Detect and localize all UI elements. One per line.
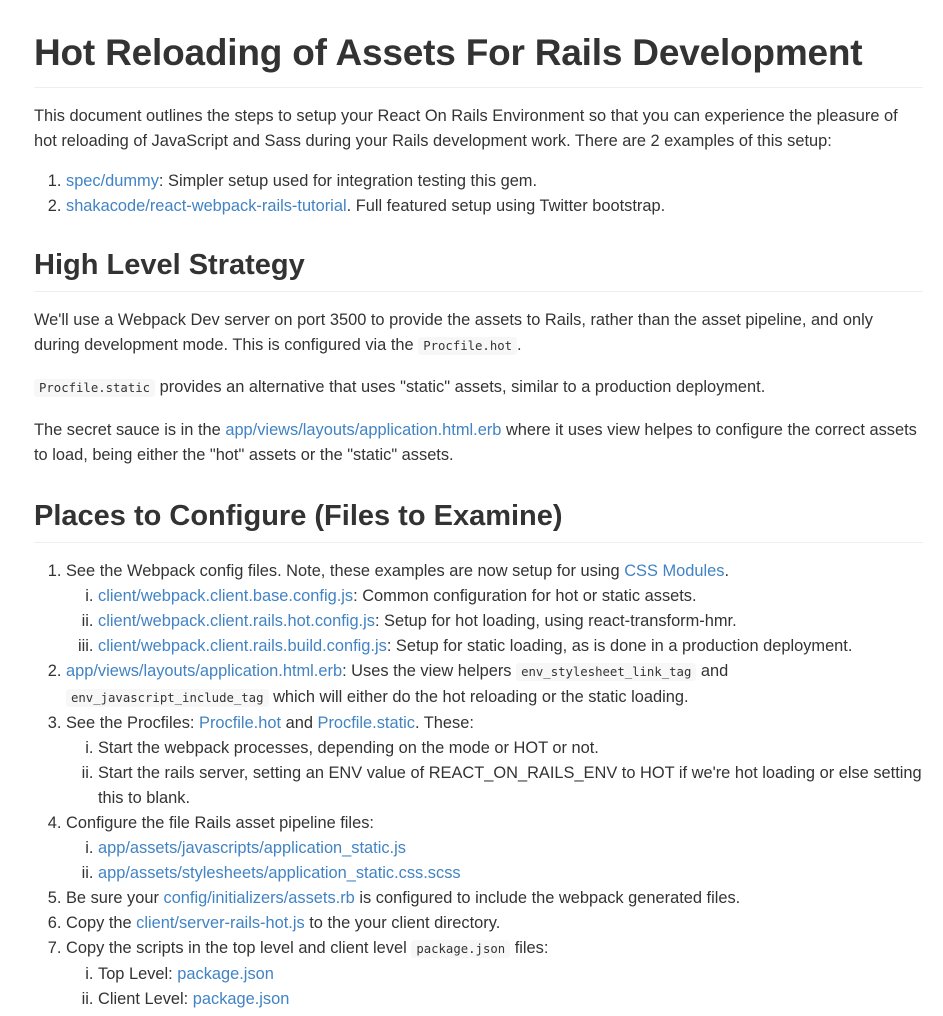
list-item: i. Top Level: package.json <box>98 962 923 987</box>
application-static-js-link[interactable]: app/assets/javascripts/application_static.js <box>98 839 406 858</box>
assets-rb-link[interactable]: config/initializers/assets.rb <box>163 889 355 908</box>
list-item: 1. See the Webpack config files. Note, these examples are now setup for using CSS Modules. i. client/webpack.client.base.config.js: Common configuration for hot or static assets. ii. client/webpack.client.rails.hot.config.js: Setup for hot loading, using react-transform-hmr. iii. client/webpack.client.rails.build.config.js: Setup for static loading, as is done in a production deployment. <box>66 559 923 659</box>
css-modules-link[interactable]: CSS Modules <box>624 562 725 581</box>
list-item: i. client/webpack.client.base.config.js: Common configuration for hot or static assets. <box>98 584 923 609</box>
list-item: ii. Start the rails server, setting an ENV value of REACT_ON_RAILS_ENV to HOT if we're hot loading or else setting this to blank. <box>98 761 923 811</box>
strategy-paragraph: Procfile.static provides an alternative that uses "static" assets, similar to a production deployment. <box>34 375 923 401</box>
section-heading-places: Places to Configure (Files to Examine) <box>34 500 923 543</box>
sub-list <box>66 962 923 1012</box>
example-link-tutorial[interactable]: shakacode/react-webpack-rails-tutorial <box>66 196 347 215</box>
list-item <box>98 861 923 886</box>
list-item: 2. app/views/layouts/application.html.erb: Uses the view helpers env_stylesheet_link_tag and env_javascript_include_tag which will either do the hot reloading or the static loading. <box>66 659 923 711</box>
application-static-scss-link[interactable]: app/assets/stylesheets/application_static.css.scss <box>98 864 461 883</box>
layout-file-link[interactable]: app/views/layouts/application.html.erb <box>225 421 502 440</box>
procfile-hot-link[interactable]: Procfile.hot <box>199 714 282 733</box>
layout-file-link[interactable]: app/views/layouts/application.html.erb <box>66 662 343 681</box>
list-item: 4. Configure the file Rails asset pipeline files: i. app/assets/javascripts/application_static.js ii. app/assets/stylesheets/application_static.css.scss <box>66 811 923 886</box>
inline-code: env_javascript_include_tag <box>66 689 269 707</box>
list-item: 7. Copy the scripts in the top level and client level package.json files: i. Top Level: package.json ii. Client Level: package.json <box>66 936 923 1012</box>
intro-paragraph: This document outlines the steps to setup your React On Rails Environment so that you can experience the pleasure of hot reloading of JavaScript and Sass during your Rails development work. There are 2 examples of this setup: <box>34 106 898 150</box>
section-heading-strategy: High Level Strategy <box>34 249 923 292</box>
inline-code: Procfile.hot <box>418 337 517 355</box>
inline-code: package.json <box>411 940 510 958</box>
inline-code: env_stylesheet_link_tag <box>516 663 696 681</box>
strategy-paragraph: The secret sauce is in the app/views/layouts/application.html.erb where it uses view helpes to configure the correct assets to load, being either the "hot" assets or the "static" assets. <box>34 421 917 465</box>
examples-list <box>34 169 923 219</box>
procfile-static-link[interactable]: Procfile.static <box>317 714 415 733</box>
sub-list <box>66 836 923 886</box>
list-item: i. Start the webpack processes, depending on the mode or HOT or not. <box>98 736 923 761</box>
list-item: 2. shakacode/react-webpack-rails-tutorial. Full featured setup using Twitter bootstrap. <box>66 194 923 219</box>
build-config-link[interactable]: client/webpack.client.rails.build.config.js <box>98 637 387 656</box>
base-config-link[interactable]: client/webpack.client.base.config.js <box>98 587 354 606</box>
config-steps-list <box>34 559 923 1012</box>
list-item: 3. See the Procfiles: Procfile.hot and Procfile.static. These: i. Start the webpack processes, depending on the mode or HOT or not. ii. Start the rails server, setting an ENV value of REACT_ON_RAILS_ENV to HOT if we're hot loading or else setting this to blank. <box>66 711 923 811</box>
server-rails-hot-link[interactable]: client/server-rails-hot.js <box>136 914 305 933</box>
example-link-spec-dummy[interactable]: spec/dummy <box>66 171 159 190</box>
list-item: 1. spec/dummy: Simpler setup used for integration testing this gem. <box>66 169 923 194</box>
sub-list <box>66 736 923 811</box>
client-level-package-json-link[interactable]: package.json <box>192 990 290 1009</box>
top-level-package-json-link[interactable]: package.json <box>177 965 274 984</box>
inline-code: Procfile.static <box>34 379 155 397</box>
list-item: ii. Client Level: package.json <box>98 987 923 1012</box>
sub-list <box>66 584 923 659</box>
list-item: 5. Be sure your config/initializers/assets.rb is configured to include the webpack generated files. <box>66 886 923 911</box>
hot-config-link[interactable]: client/webpack.client.rails.hot.config.js <box>98 612 375 631</box>
list-item: 6. Copy the client/server-rails-hot.js to the your client directory. <box>66 911 923 936</box>
list-item: ii. client/webpack.client.rails.hot.config.js: Setup for hot loading, using react-transform-hmr. <box>98 609 923 634</box>
list-item: iii. client/webpack.client.rails.build.config.js: Setup for static loading, as is done in a production deployment. <box>98 634 923 659</box>
list-item <box>98 836 923 861</box>
strategy-paragraph: We'll use a Webpack Dev server on port 3500 to provide the assets to Rails, rather than the asset pipeline, and only during development mode. This is configured via the Procfile.hot . <box>34 311 873 355</box>
page-title: Hot Reloading of Assets For Rails Development <box>34 0 923 88</box>
